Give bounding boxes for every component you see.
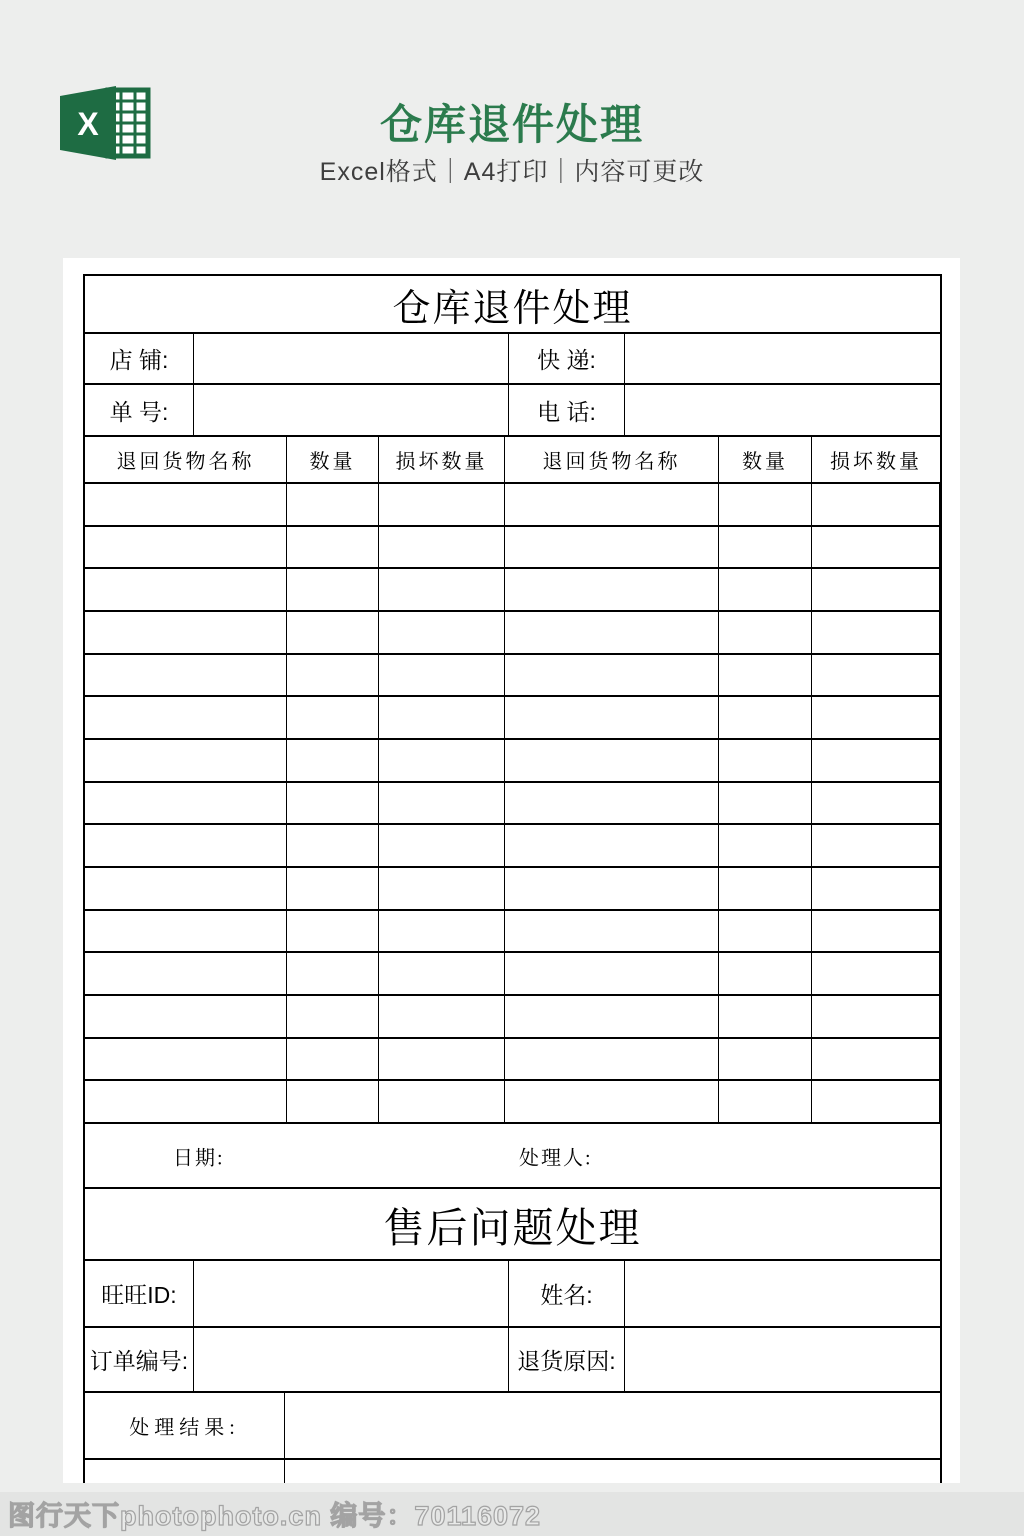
empty-cell [85, 996, 287, 1037]
empty-cell [287, 697, 379, 738]
empty-cell [379, 569, 505, 610]
empty-cell [505, 484, 719, 525]
result-label: 处理结果: [85, 1393, 285, 1458]
aftersales-title: 售后问题处理 [85, 1187, 940, 1259]
order-number-value-cell [194, 1328, 509, 1391]
empty-cell [85, 612, 287, 653]
excel-icon-letter: X [77, 106, 99, 142]
empty-cell [287, 569, 379, 610]
empty-cell [505, 825, 719, 866]
empty-cell [85, 697, 287, 738]
name-value-cell [625, 1261, 940, 1326]
empty-cell [719, 996, 812, 1037]
empty-cell [812, 953, 940, 994]
empty-cell [379, 740, 505, 781]
empty-cell [719, 697, 812, 738]
empty-cell [379, 655, 505, 696]
empty-cell [505, 655, 719, 696]
empty-cell [287, 612, 379, 653]
item-table-row [85, 482, 940, 525]
empty-cell [379, 825, 505, 866]
col-header-item-name-1: 退回货物名称 [85, 437, 287, 482]
empty-cell [719, 612, 812, 653]
empty-cell [287, 868, 379, 909]
document-sheet [63, 258, 960, 1483]
empty-cell [719, 1081, 812, 1122]
empty-cell [85, 911, 287, 952]
item-table-row [85, 951, 940, 994]
order-no-value-cell [194, 385, 509, 435]
empty-cell [812, 697, 940, 738]
form-title: 仓库退件处理 [392, 287, 633, 330]
empty-cell [505, 612, 719, 653]
handler-label: 处理人: [519, 1147, 593, 1169]
empty-cell [505, 953, 719, 994]
return-form-table [83, 274, 942, 1483]
empty-cell [287, 825, 379, 866]
date-handler-row [85, 1122, 940, 1187]
empty-cell [719, 953, 812, 994]
empty-cell [85, 953, 287, 994]
item-table-row [85, 823, 940, 866]
empty-cell [379, 996, 505, 1037]
empty-cell [287, 484, 379, 525]
empty-cell [85, 868, 287, 909]
empty-cell [85, 783, 287, 824]
empty-cell [719, 484, 812, 525]
col-header-damaged-2: 损坏数量 [830, 451, 922, 473]
empty-cell [719, 783, 812, 824]
empty-cell [85, 655, 287, 696]
empty-cell [379, 484, 505, 525]
item-table-row [85, 1037, 940, 1080]
empty-cell [85, 527, 287, 568]
empty-cell [287, 1039, 379, 1080]
aftersales-row-wangwang-name [85, 1259, 940, 1326]
page-subtitle: Excel格式｜A4打印｜内容可更改 [319, 158, 705, 186]
empty-cell [812, 1081, 940, 1122]
empty-cell [287, 953, 379, 994]
item-table-row [85, 567, 940, 610]
empty-cell [379, 1081, 505, 1122]
empty-cell [287, 527, 379, 568]
empty-cell [812, 740, 940, 781]
phone-value-cell [625, 385, 940, 435]
empty-cell [505, 911, 719, 952]
item-table-row [85, 994, 940, 1037]
empty-cell [719, 825, 812, 866]
empty-cell [285, 1460, 940, 1483]
date-label: 日期: [173, 1147, 225, 1169]
empty-cell [379, 612, 505, 653]
info-row-orderno-phone [85, 383, 940, 435]
courier-value-cell [625, 334, 940, 383]
watermark-text: 图行天下photophoto.cn 编号：70116072 [8, 1501, 542, 1531]
empty-cell [287, 996, 379, 1037]
empty-cell [812, 655, 940, 696]
item-table-row [85, 695, 940, 738]
order-number-label: 订单编号: [85, 1328, 194, 1391]
wangwang-id-label: 旺旺ID: [85, 1261, 194, 1326]
item-table-row [85, 909, 940, 952]
info-row-shop-courier [85, 332, 940, 383]
empty-cell [505, 697, 719, 738]
phone-label: 电 话: [509, 385, 625, 435]
item-rows [85, 482, 940, 1122]
empty-cell [719, 911, 812, 952]
item-table-row [85, 866, 940, 909]
empty-cell [85, 825, 287, 866]
empty-cell [719, 569, 812, 610]
empty-cell [505, 527, 719, 568]
clipped-bottom-row [85, 1458, 940, 1483]
empty-cell [287, 911, 379, 952]
return-reason-label: 退货原因: [509, 1328, 625, 1391]
name-label: 姓名: [509, 1261, 625, 1326]
empty-cell [505, 740, 719, 781]
empty-cell [812, 612, 940, 653]
empty-cell [85, 1081, 287, 1122]
empty-cell [812, 783, 940, 824]
empty-cell [812, 1039, 940, 1080]
shop-label: 店 铺: [85, 334, 194, 383]
empty-cell [379, 1039, 505, 1080]
col-header-qty-1: 数量 [287, 437, 379, 482]
empty-cell [85, 740, 287, 781]
empty-cell [379, 783, 505, 824]
empty-cell [505, 996, 719, 1037]
empty-cell [85, 1039, 287, 1080]
empty-cell [85, 569, 287, 610]
empty-cell [719, 655, 812, 696]
column-header-row [85, 435, 940, 482]
result-row [85, 1391, 940, 1458]
item-table-row [85, 610, 940, 653]
empty-cell [287, 1081, 379, 1122]
empty-cell [812, 996, 940, 1037]
empty-cell [379, 527, 505, 568]
aftersales-row-orderno-reason [85, 1326, 940, 1391]
item-table-row [85, 525, 940, 568]
empty-cell [812, 911, 940, 952]
empty-cell [812, 868, 940, 909]
empty-cell [379, 868, 505, 909]
empty-cell [719, 527, 812, 568]
preview-header [0, 0, 1024, 258]
empty-cell [812, 569, 940, 610]
item-table-row [85, 781, 940, 824]
empty-cell [719, 868, 812, 909]
empty-cell [287, 740, 379, 781]
col-header-qty-2: 数量 [719, 437, 812, 482]
empty-cell [719, 740, 812, 781]
empty-cell [287, 655, 379, 696]
col-header-damaged-1: 损坏数量 [379, 437, 505, 482]
empty-cell [505, 1039, 719, 1080]
empty-cell [287, 783, 379, 824]
empty-cell [505, 569, 719, 610]
result-value-cell [285, 1393, 940, 1458]
item-table-row [85, 738, 940, 781]
empty-cell [719, 1039, 812, 1080]
empty-cell [812, 825, 940, 866]
empty-cell [812, 527, 940, 568]
empty-cell [85, 1460, 285, 1483]
empty-cell [812, 484, 940, 525]
watermark-bar [0, 1492, 1024, 1536]
col-header-item-name-2: 退回货物名称 [505, 437, 719, 482]
empty-cell [85, 484, 287, 525]
page-title: 仓库退件处理 [379, 101, 644, 148]
order-no-label: 单 号: [85, 385, 194, 435]
empty-cell [505, 868, 719, 909]
item-table-row [85, 653, 940, 696]
item-table-row [85, 1079, 940, 1122]
empty-cell [505, 1081, 719, 1122]
empty-cell [379, 911, 505, 952]
shop-value-cell [194, 334, 509, 383]
courier-label: 快 递: [509, 334, 625, 383]
empty-cell [379, 953, 505, 994]
empty-cell [379, 697, 505, 738]
wangwang-id-value-cell [194, 1261, 509, 1326]
empty-cell [505, 783, 719, 824]
return-reason-value-cell [625, 1328, 940, 1391]
